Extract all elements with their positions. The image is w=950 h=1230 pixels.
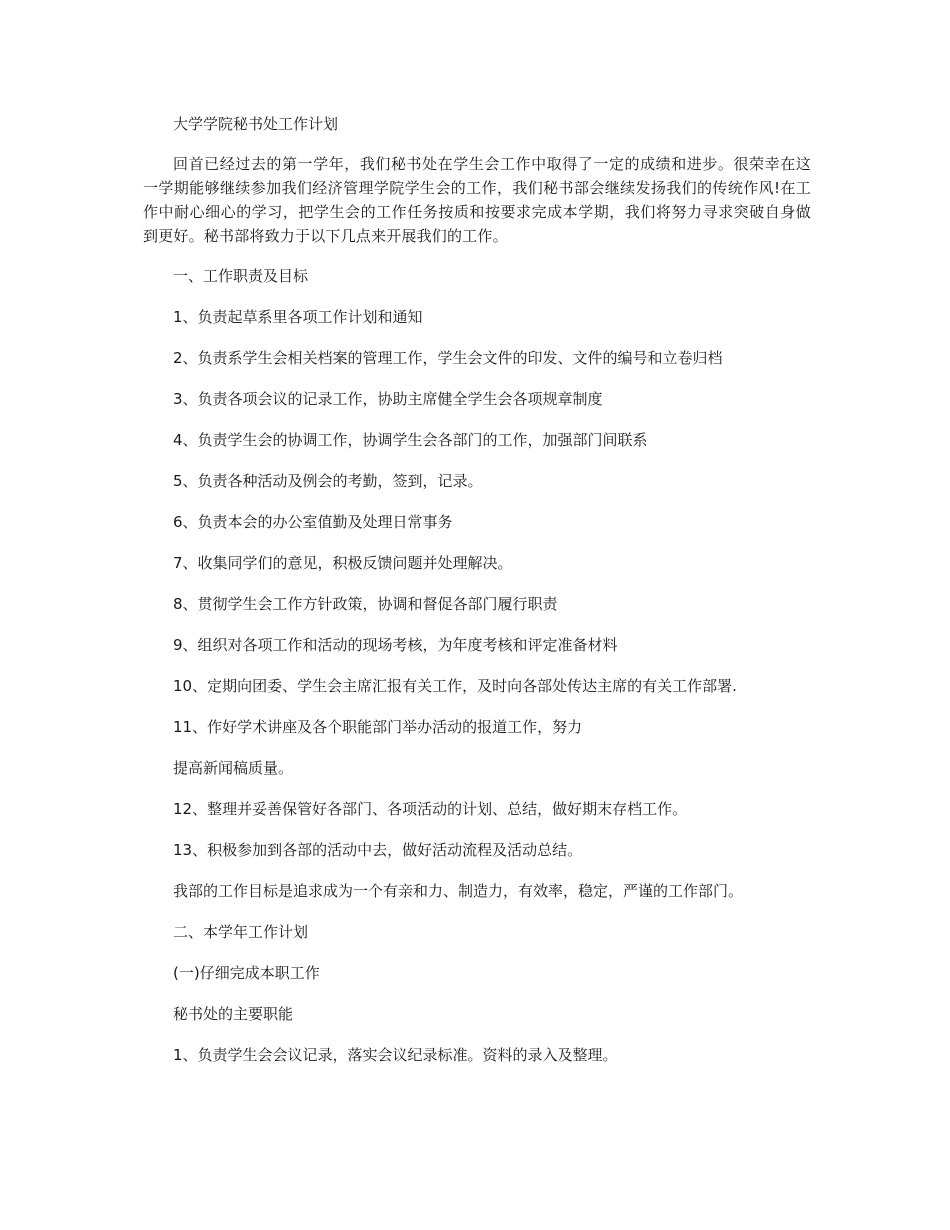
intro-paragraph: 回首已经过去的第一学年，我们秘书处在学生会工作中取得了一定的成绩和进步。很荣幸在这一学期能够继续参加我们经济管理学院学生会的工作，我们秘书部会继续发扬我们的传统作风!在工作中耐心细心的学习，把学生会的工作任务按质和按要求完成本学期，我们将努力寻求突破自身做到更好。秘书部将致力于以下几点来开展我们的工作。: [143, 155, 811, 245]
list-item: 3、负责各项会议的记录工作，协助主席健全学生会各项规章制度: [173, 390, 603, 408]
list-item: 8、贯彻学生会工作方针政策，协调和督促各部门履行职责: [173, 595, 558, 613]
list-item: 7、收集同学们的意见，积极反馈问题并处理解决。: [173, 554, 513, 572]
goal-statement: 我部的工作目标是追求成为一个有亲和力、制造力，有效率，稳定，严谨的工作部门。: [173, 882, 744, 900]
section-heading-duties: 一、工作职责及目标: [173, 267, 309, 285]
list-item: 5、负责各种活动及例会的考勤，签到，记录。: [173, 472, 483, 490]
section-heading-plan: 二、本学年工作计划: [173, 923, 309, 941]
list-item: 11、作好学术讲座及各个职能部门举办活动的报道工作，努力: [173, 718, 583, 736]
list-item: 13、积极参加到各部的活动中去，做好活动流程及活动总结。: [173, 841, 583, 859]
subsection-label: 秘书处的主要职能: [173, 1005, 294, 1023]
list-item: 1、负责学生会会议记录，落实会议纪录标准。资料的录入及整理。: [173, 1046, 618, 1064]
list-item-continuation: 提高新闻稿质量。: [173, 759, 294, 777]
document-body: [143, 112, 811, 1084]
list-item: 10、定期向团委、学生会主席汇报有关工作，及时向各部处传达主席的有关工作部署.: [173, 677, 737, 695]
list-item: 12、整理并妥善保管好各部门、各项活动的计划、总结，做好期末存档工作。: [173, 800, 688, 818]
list-item: 1、负责起草系里各项工作计划和通知: [173, 308, 423, 326]
list-item: 6、负责本会的办公室值勤及处理日常事务: [173, 513, 453, 531]
list-item: 2、负责系学生会相关档案的管理工作，学生会文件的印发、文件的编号和立卷归档: [173, 349, 723, 367]
list-item: 9、组织对各项工作和活动的现场考核，为年度考核和评定准备材料: [173, 636, 618, 654]
subsection-heading: (一)仔细完成本职工作: [173, 964, 320, 982]
document-title: 大学学院秘书处工作计划: [173, 115, 339, 133]
list-item: 4、负责学生会的协调工作，协调学生会各部门的工作，加强部门间联系: [173, 431, 648, 449]
